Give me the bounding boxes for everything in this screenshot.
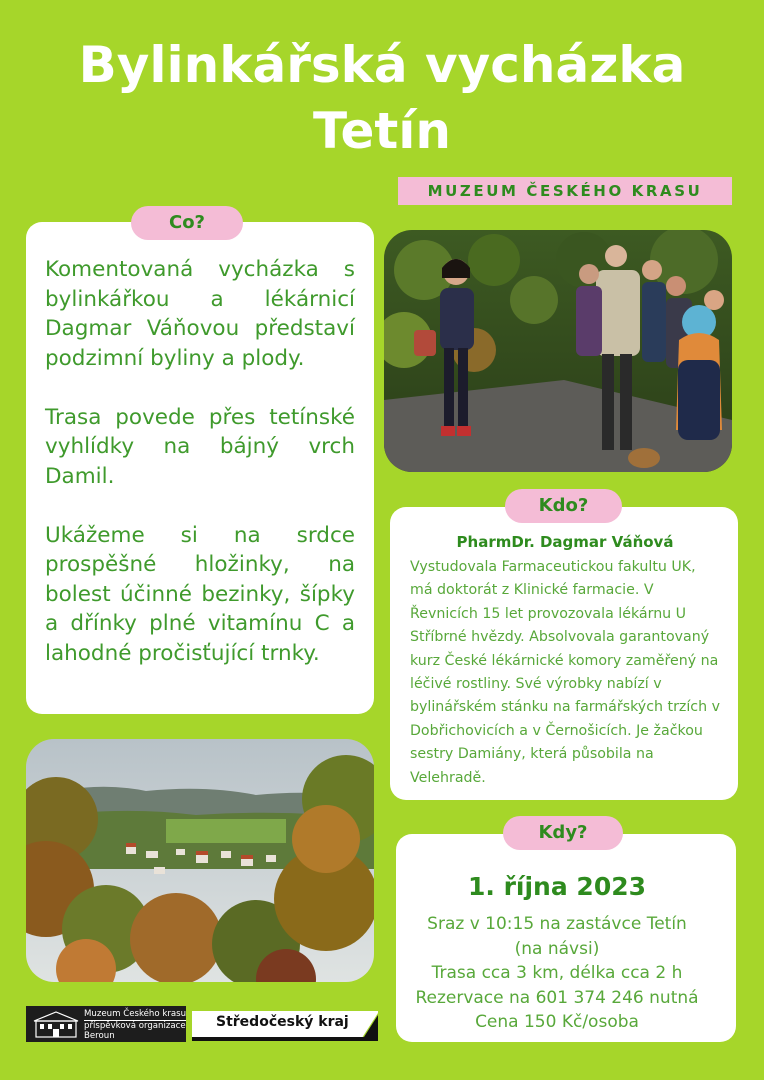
when-line-1: Sraz v 10:15 na zastávce Tetín [427, 914, 687, 934]
when-line-3: Trasa cca 3 km, délka cca 2 h [431, 963, 683, 983]
what-paragraph-3: Ukážeme si na srdce prospěšné hložinky, na bolest účinné bezinky, šípky a dřínky plné vitamínu C a lahodné pročisťující trnky. [45, 522, 355, 666]
museum-logo-line-3: Beroun [84, 1031, 115, 1041]
when-details [396, 912, 718, 1035]
who-bio: Vystudovala Farmaceutickou fakultu UK, má doktorát z Klinické farmacie. V Řevnicích 15 let provozovala lékárnu U Stříbrné hvězdy. Absolvovala garantovaný kurz České lékárnické komory zaměřený na léčivé rostliny. Své výrobky nabízí v bylinářském stánku na farmářských trzích v Dobřichovicích a v Černošicích. Je žačkou sestry Damiány, která působila na Velehradě. [410, 559, 720, 786]
what-heading: Co? [131, 206, 243, 240]
what-paragraph-1: Komentovaná vycházka s bylinkářkou a lékárnicí Dagmar Váňovou představí podzimní byliny a plody. [45, 257, 355, 371]
kraj-logo-label: Středočeský kraj [216, 1014, 349, 1030]
what-text [45, 255, 355, 698]
group-photo [384, 230, 732, 472]
museum-logo-line-1: Muzeum Českého krasu [84, 1009, 187, 1019]
who-name: PharmDr. Dagmar Váňová [456, 533, 674, 551]
title-line-2: Tetín [312, 102, 451, 160]
title-line-1: Bylinkářská vycházka [78, 36, 686, 94]
when-line-4: Rezervace na 601 374 246 nutná [415, 987, 699, 1008]
museum-tag: MUZEUM ČESKÉHO KRASU [398, 177, 732, 205]
when-date: 1. října 2023 [467, 872, 646, 901]
what-paragraph-2: Trasa povede přes tetínské vyhlídky na bájný vrch Damil. [45, 404, 355, 489]
who-heading: Kdo? [505, 489, 622, 523]
landscape-photo [26, 739, 374, 982]
when-line-2: (na návsi) [514, 938, 600, 959]
group-photo-image [384, 230, 732, 472]
museum-logo-line-2: příspěvková organizace [84, 1020, 186, 1031]
museum-logo [26, 1006, 186, 1042]
when-line-5: Cena 150 Kč/osoba [475, 1012, 639, 1032]
when-heading: Kdy? [503, 816, 623, 850]
kraj-logo [192, 1011, 378, 1041]
museum-building-icon [30, 1009, 82, 1039]
landscape-photo-image [26, 739, 374, 982]
